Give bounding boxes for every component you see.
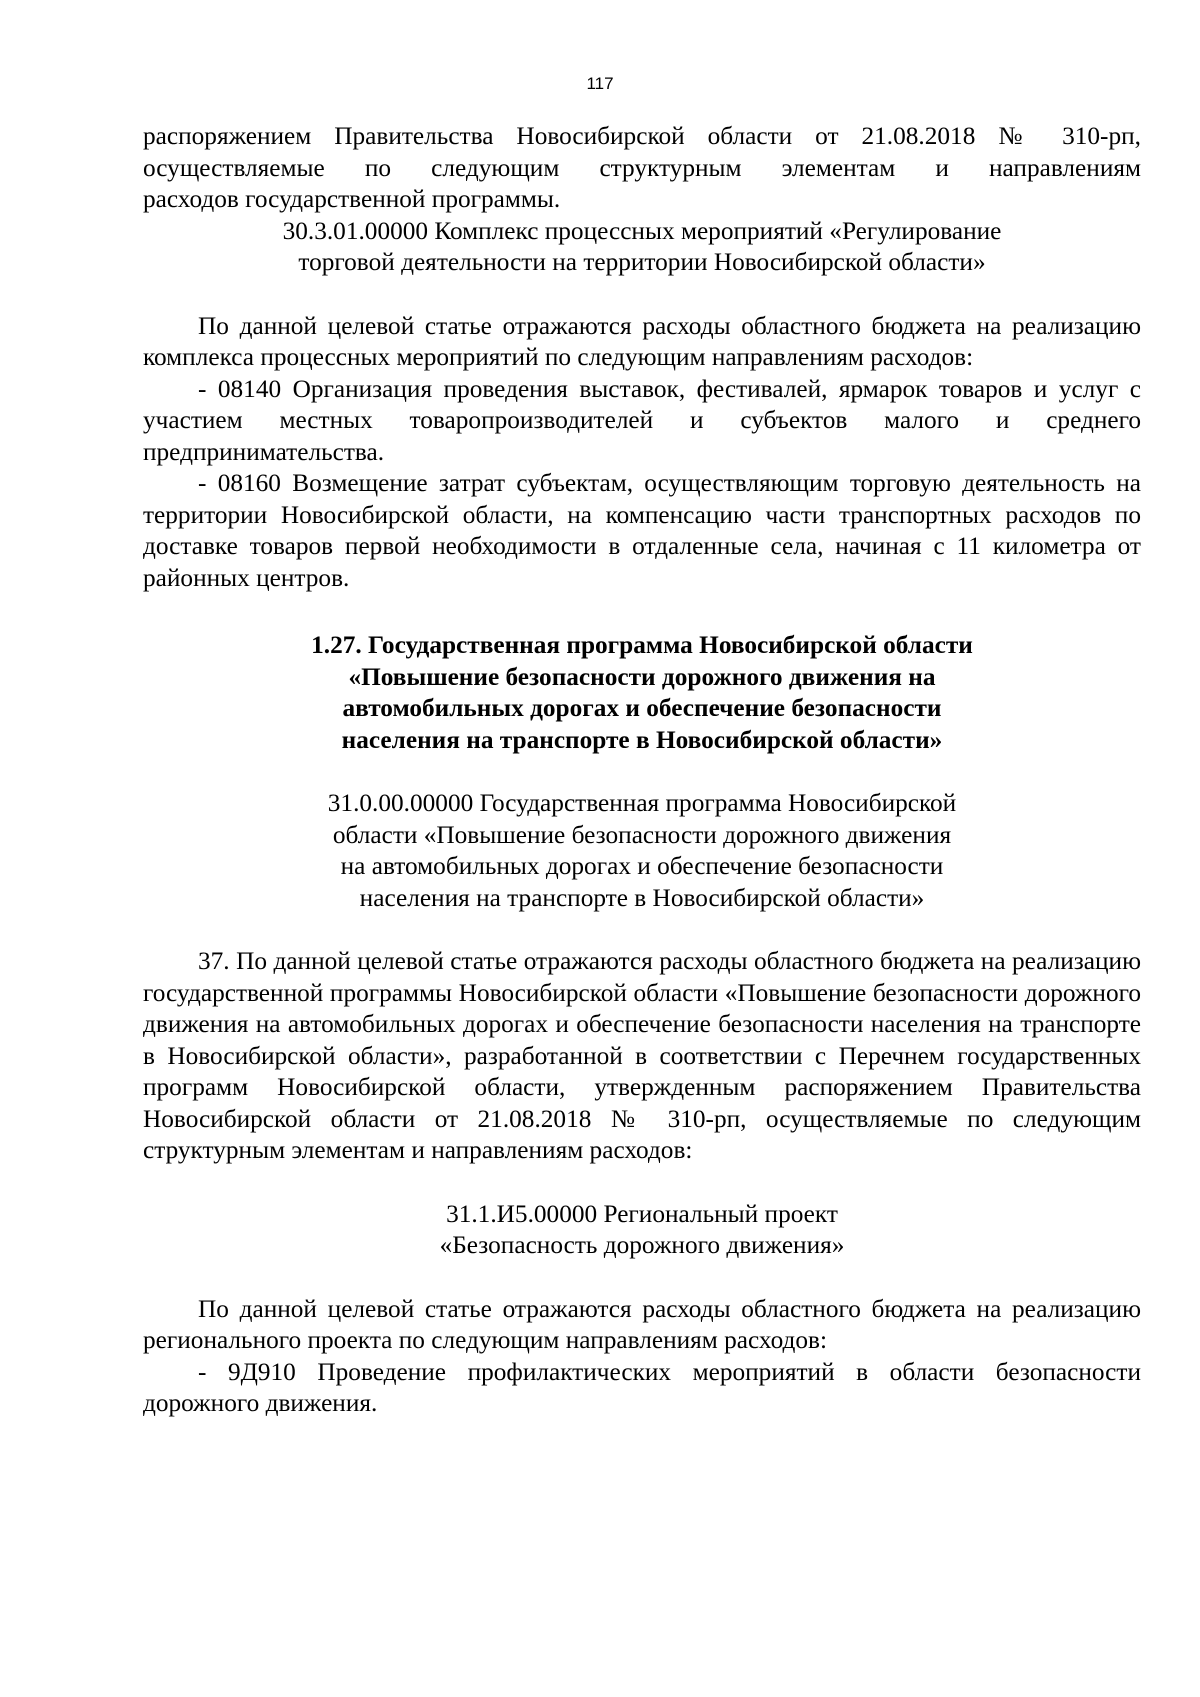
section-heading-line: 1.27. Государственная программа Новосибирской области bbox=[311, 631, 973, 659]
subheading-line: торговой деятельности на территории Новосибирской области» bbox=[298, 248, 986, 276]
paragraph-process-measures: По данной целевой статье отражаются расходы областного бюджета на реализацию комплекса процессных мероприятий по следующим направлениям расходов: bbox=[143, 311, 1141, 371]
section-heading-line: автомобильных дорогах и обеспечение безопасности bbox=[342, 694, 942, 722]
paragraph-37: 37. По данной целевой статье отражаются расходы областного бюджета на реализацию государственной программы Новосибирской области «Повышение безопасности дорожного движения на автомобильных дорогах и обеспечение безопасности населения на транспорте в Новосибирской области», разработанной в соответствии с Перечнем государственных программ Новосибирской области, утвержденным распоряжением Правительства Новосибирской области от 21.08.2018 № 310-рп, осуществляемые по следующим структурным элементам и направлениям расходов: bbox=[143, 947, 1141, 1164]
section-heading-line: населения на транспорте в Новосибирской области» bbox=[341, 725, 943, 754]
subheading-line: 31.0.00.00000 Государственная программа Новосибирской bbox=[327, 789, 957, 817]
subheading-31-0-00 bbox=[143, 788, 1141, 914]
list-item-08160: - 08160 Возмещение затрат субъектам, осуществляющим торговую деятельность на территории Новосибирской области, на компенсацию части транспортных расходов по доставке товаров первой необходимости в отдаленные села, начиная с 11 километра от районных центров. bbox=[143, 469, 1141, 592]
intro-paragraph bbox=[143, 121, 1141, 216]
section-heading-line: «Повышение безопасности дорожного движения на bbox=[348, 662, 936, 691]
list-item-08140: - 08140 Организация проведения выставок, фестивалей, ярмарок товаров и услуг с участием местных товаропроизводителей и субъектов малого и среднего предпринимательства. bbox=[143, 374, 1141, 466]
section-heading-1-27 bbox=[143, 630, 1141, 756]
intro-line-3: расходов государственной программы. bbox=[143, 185, 561, 213]
subheading-30-3-01 bbox=[143, 216, 1141, 279]
page-content bbox=[143, 121, 1141, 1420]
subheading-line: области «Повышение безопасности дорожного движения bbox=[332, 820, 952, 849]
subheading-line: «Безопасность дорожного движения» bbox=[439, 1231, 845, 1259]
intro-line-1: распоряжением Правительства Новосибирской области от 21.08.2018 № 310-рп, bbox=[143, 122, 1141, 150]
subheading-31-1-i5 bbox=[143, 1199, 1141, 1262]
page-number: 117 bbox=[586, 74, 614, 93]
subheading-line: населения на транспорте в Новосибирской области» bbox=[359, 883, 925, 912]
list-item-9d910: - 9Д910 Проведение профилактических мероприятий в области безопасности дорожного движения. bbox=[143, 1357, 1141, 1417]
intro-line-2: осуществляемые по следующим структурным элементам и направлениям bbox=[143, 153, 1141, 182]
subheading-line: 30.3.01.00000 Комплекс процессных мероприятий «Регулирование bbox=[282, 216, 1002, 245]
subheading-line: на автомобильных дорогах и обеспечение безопасности bbox=[340, 852, 944, 880]
subheading-line: 31.1.И5.00000 Региональный проект bbox=[446, 1199, 838, 1228]
paragraph-regional-project: По данной целевой статье отражаются расходы областного бюджета на реализацию регионального проекта по следующим направлениям расходов: bbox=[143, 1294, 1141, 1354]
